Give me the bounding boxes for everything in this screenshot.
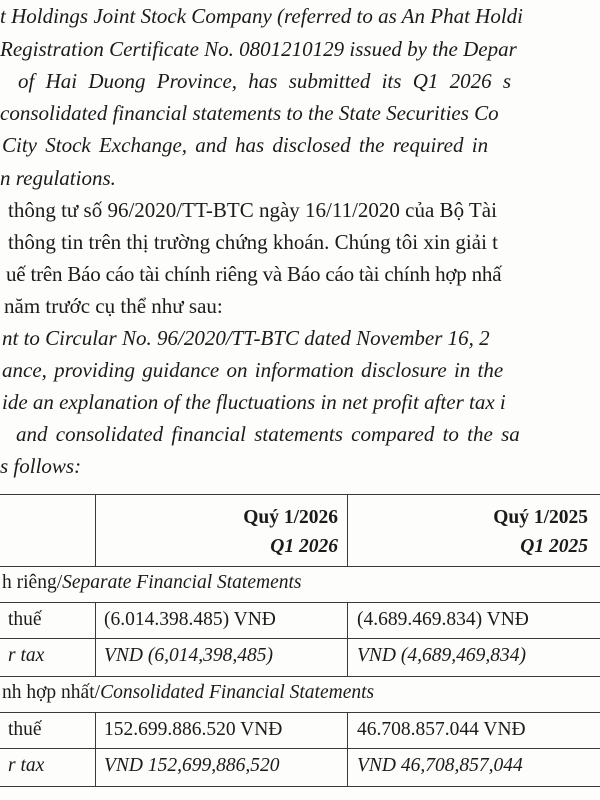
table-column-rule — [95, 602, 96, 676]
paragraph-en-2-line-4: and consolidated financial statements compared to the sa — [16, 422, 520, 446]
consolidated-row-vi-label: thuế — [8, 719, 42, 740]
table-rule — [0, 638, 600, 639]
paragraph-en-1-line-4: consolidated financial statements to the State Securities Co — [0, 101, 499, 125]
table-rule — [0, 676, 600, 677]
consolidated-row-en-q1-2026: VND 152,699,886,520 — [104, 755, 280, 776]
section-separate-label-en: Separate Financial Statements — [62, 572, 302, 593]
paragraph-en-2-line-2: ance, providing guidance on information disclosure in the — [2, 358, 504, 382]
paragraph-vi-line-3: uế trên Báo cáo tài chính riêng và Báo cáo tài chính hợp nhấ — [6, 262, 502, 286]
separate-row-en-q1-2025: VND (4,689,469,834) — [357, 645, 526, 666]
table-rule — [0, 748, 600, 749]
paragraph-en-2-line-3: ide an explanation of the fluctuations in net profit after tax i — [2, 390, 506, 414]
table-rule — [0, 494, 600, 495]
separate-row-vi-q1-2025: (4.689.469.834) VNĐ — [357, 609, 529, 630]
table-rule — [0, 786, 600, 787]
consolidated-row-vi-q1-2026: 152.699.886.520 VNĐ — [104, 719, 283, 740]
section-consolidated-label-en: Consolidated Financial Statements — [100, 682, 375, 703]
consolidated-row-en-label: r tax — [8, 755, 45, 776]
header-q1-2026-vi: Quý 1/2026 — [243, 507, 338, 528]
section-consolidated-label-vi: nh hợp nhất/ — [2, 682, 101, 703]
table-rule — [0, 566, 600, 567]
consolidated-row-vi-q1-2025: 46.708.857.044 VNĐ — [357, 719, 526, 740]
table-column-rule — [347, 494, 348, 566]
table-rule — [0, 602, 600, 603]
paragraph-en-2-line-1: nt to Circular No. 96/2020/TT-BTC dated November 16, 2 — [2, 326, 490, 350]
table-rule — [0, 712, 600, 713]
consolidated-row-en-q1-2025: VND 46,708,857,044 — [357, 755, 523, 776]
header-q1-2025-vi: Quý 1/2025 — [493, 507, 588, 528]
separate-row-en-q1-2026: VND (6,014,398,485) — [104, 645, 273, 666]
header-q1-2026-en: Q1 2026 — [270, 536, 338, 557]
paragraph-en-1-line-6: n regulations. — [0, 166, 116, 190]
separate-row-vi-q1-2026: (6.014.398.485) VNĐ — [104, 609, 276, 630]
table-column-rule — [347, 712, 348, 786]
table-column-rule — [347, 602, 348, 676]
profit-comparison-table — [0, 494, 600, 800]
section-separate-title — [2, 572, 301, 594]
paragraph-vi-line-2: thông tin trên thị trường chứng khoán. Chúng tôi xin giải t — [8, 230, 498, 254]
paragraph-en-2-line-5: s follows: — [0, 454, 82, 478]
paragraph-en-1-line-1: t Holdings Joint Stock Company (referred to as An Phat Holdi — [0, 4, 524, 28]
paragraph-vi-line-1: thông tư số 96/2020/TT-BTC ngày 16/11/2020 của Bộ Tài — [8, 198, 497, 222]
paragraph-en-1-line-2: Registration Certificate No. 0801210129 issued by the Depar — [0, 37, 517, 61]
paragraph-en-1-line-3: of Hai Duong Province, has submitted its Q1 2026 s — [18, 69, 512, 93]
section-separate-label-vi: h riêng/ — [2, 572, 63, 593]
table-column-rule — [95, 712, 96, 786]
separate-row-vi-label: thuế — [8, 609, 42, 630]
table-column-rule — [95, 494, 96, 566]
header-q1-2025-en: Q1 2025 — [520, 536, 588, 557]
paragraph-vi-line-4: năm trước cụ thể như sau: — [4, 294, 223, 318]
separate-row-en-label: r tax — [8, 645, 45, 666]
section-consolidated-title — [2, 682, 374, 704]
paragraph-en-1-line-5: City Stock Exchange, and has disclosed the required in — [2, 133, 489, 157]
